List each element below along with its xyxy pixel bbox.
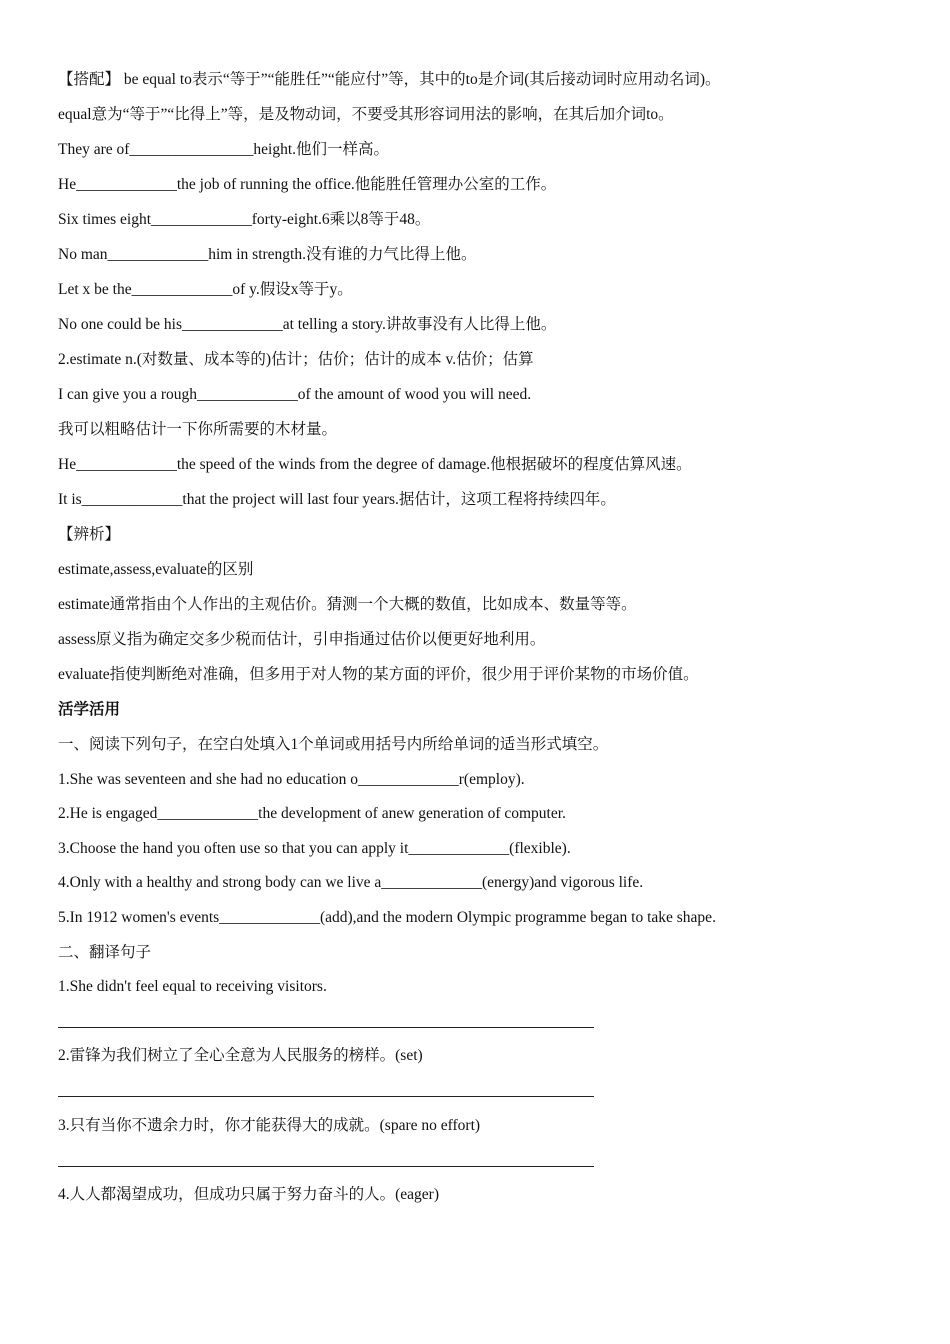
translation-item: 3.只有当你不遗余力时，你才能获得大的成就。(spare no effort): [58, 1117, 481, 1134]
example-sentence: No one could be his_____________at telling a story.讲故事没有人比得上他。: [58, 316, 557, 333]
vocab-entry: 2.estimate n.(对数量、成本等的)估计；估价；估计的成本 v.估价；估算: [58, 351, 534, 368]
translation-heading: 二、翻译句子: [58, 944, 152, 961]
analysis-heading: 【辨析】: [58, 526, 121, 543]
exercise-item: 2.He is engaged_____________the development of anew generation of computer.: [58, 805, 566, 822]
exercise-item: 3.Choose the hand you often use so that you can apply it_____________(flexible).: [58, 840, 571, 857]
collocation-note: 【搭配】 be equal to表示“等于”“能胜任”“能应付”等，其中的to是介词(其后接动词时应用动名词)。: [58, 71, 721, 88]
analysis-topic: estimate,assess,evaluate的区别: [58, 561, 254, 578]
example-sentence: I can give you a rough_____________of the amount of wood you will need.: [58, 386, 532, 403]
answer-line: [58, 1027, 594, 1028]
translation-item: 1.She didn't feel equal to receiving visitors.: [58, 978, 327, 995]
example-sentence: He_____________the job of running the office.他能胜任管理办公室的工作。: [58, 176, 557, 193]
analysis-line: assess原义指为确定交多少税而估计，引申指通过估价以便更好地利用。: [58, 631, 546, 648]
example-translation: 我可以粗略估计一下你所需要的木材量。: [58, 421, 338, 438]
example-sentence: Let x be the_____________of y.假设x等于y。: [58, 281, 353, 298]
example-sentence: It is_____________that the project will last four years.据估计，这项工程将持续四年。: [58, 491, 616, 508]
answer-line: [58, 1096, 594, 1097]
exercise-item: 4.Only with a healthy and strong body can we live a_____________(energy)and vigorous life.: [58, 874, 644, 891]
analysis-line: estimate通常指由个人作出的主观估价。猜测一个大概的数值，比如成本、数量等等。: [58, 596, 637, 613]
translation-item: 2.雷锋为我们树立了全心全意为人民服务的榜样。(set): [58, 1047, 423, 1064]
example-sentence: No man_____________him in strength.没有谁的力气比得上他。: [58, 246, 477, 263]
exercise-instruction: 一、阅读下列句子，在空白处填入1个单词或用括号内所给单词的适当形式填空。: [58, 736, 609, 753]
exercise-item: 1.She was seventeen and she had no education o_____________r(employ).: [58, 771, 525, 788]
answer-line: [58, 1166, 594, 1167]
usage-note: equal意为“等于”“比得上”等，是及物动词，不要受其形容词用法的影响，在其后加介词to。: [58, 106, 674, 123]
example-sentence: Six times eight_____________forty-eight.6乘以8等于48。: [58, 211, 431, 228]
exercise-item: 5.In 1912 women's events_____________(add),and the modern Olympic programme began to take shape.: [58, 909, 716, 926]
translation-item: 4.人人都渴望成功，但成功只属于努力奋斗的人。(eager): [58, 1186, 440, 1203]
example-sentence: He_____________the speed of the winds from the degree of damage.他根据破坏的程度估算风速。: [58, 456, 692, 473]
example-sentence: They are of________________height.他们一样高。: [58, 141, 390, 158]
analysis-line: evaluate指使判断绝对准确，但多用于对人物的某方面的评价，很少用于评价某物的市场价值。: [58, 666, 699, 683]
section-title: 活学活用: [58, 701, 121, 718]
